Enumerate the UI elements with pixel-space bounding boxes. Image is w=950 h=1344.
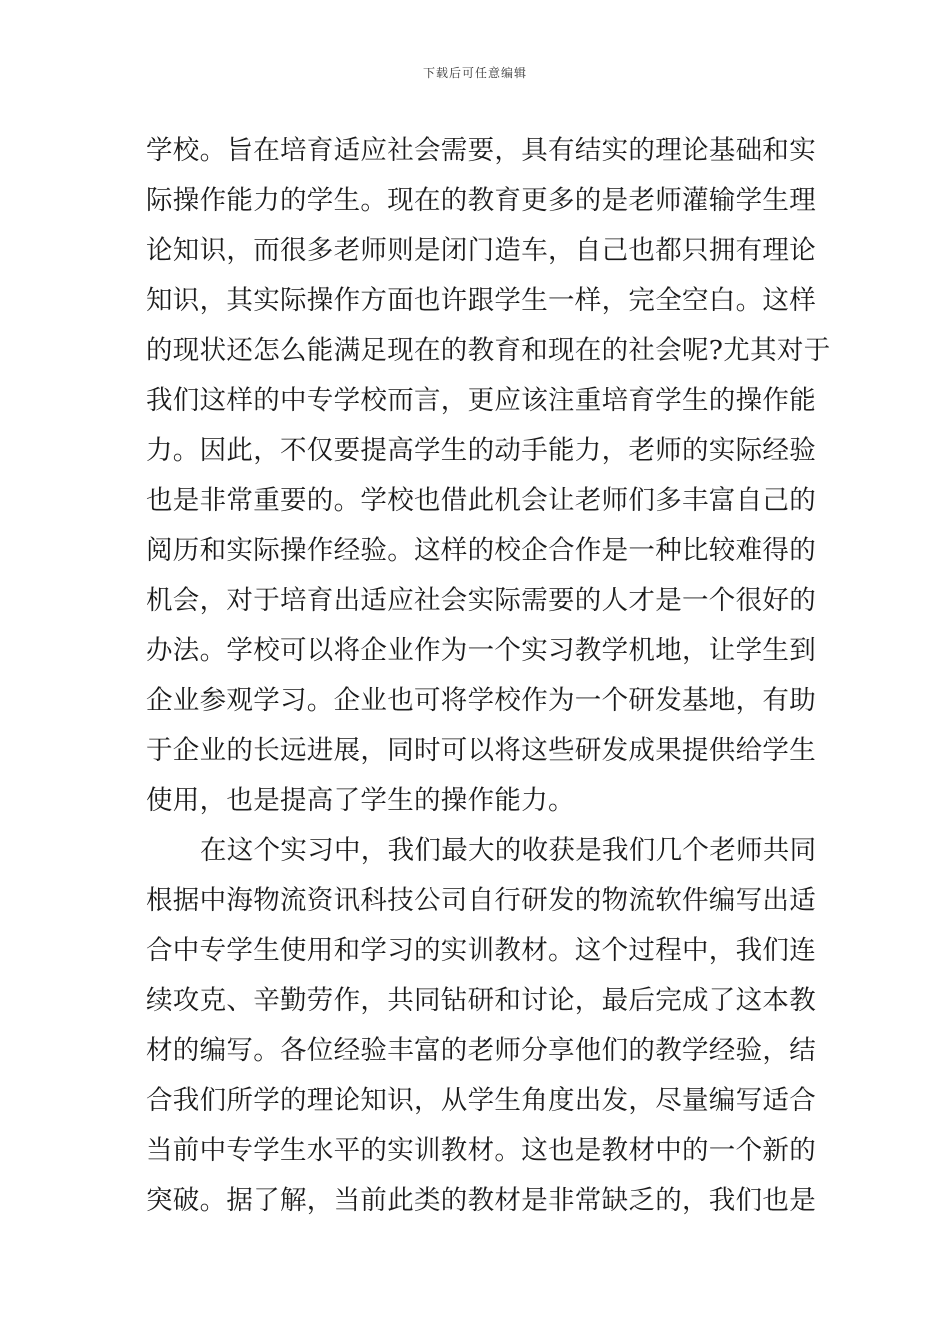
text-line: 当前中专学生水平的实训教材。这也是教材中的一个新的 (146, 1135, 816, 1166)
paragraph-1 (146, 126, 831, 826)
text-line: 际操作能力的学生。现在的教育更多的是老师灌输学生理 (146, 185, 816, 216)
text-line: 我们这样的中专学校而言，更应该注重培育学生的操作能 (146, 385, 816, 416)
text-line: 也是非常重要的。学校也借此机会让老师们多丰富自己的 (146, 485, 816, 516)
text-line: 知识，其实际操作方面也许跟学生一样，完全空白。这样 (146, 285, 816, 316)
text-line: 突破。据了解，当前此类的教材是非常缺乏的，我们也是 (146, 1185, 816, 1216)
text-line: 的现状还怎么能满足现在的教育和现在的社会呢?尤其对于 (146, 335, 831, 366)
text-line: 机会，对于培育出适应社会实际需要的人才是一个很好的 (146, 585, 816, 616)
text-line: 学校。旨在培育适应社会需要，具有结实的理论基础和实 (146, 135, 816, 166)
text-line: 企业参观学习。企业也可将学校作为一个研发基地，有助 (146, 685, 816, 716)
text-line: 根据中海物流资讯科技公司自行研发的物流软件编写出适 (146, 885, 816, 916)
text-line: 续攻克、辛勤劳作，共同钻研和讨论，最后完成了这本教 (146, 985, 816, 1016)
text-line: 力。因此，不仅要提高学生的动手能力，老师的实际经验 (146, 435, 816, 466)
page-header-note: 下载后可任意编辑 (422, 66, 527, 80)
text-line: 合中专学生使用和学习的实训教材。这个过程中，我们连 (146, 935, 816, 966)
text-line: 合我们所学的理论知识，从学生角度出发，尽量编写适合 (146, 1085, 816, 1116)
paragraph-2 (146, 826, 816, 1226)
text-line: 办法。学校可以将企业作为一个实习教学机地，让学生到 (146, 635, 816, 666)
text-line: 材的编写。各位经验丰富的老师分享他们的教学经验，结 (146, 1035, 816, 1066)
document-body (146, 126, 831, 1226)
text-line: 阅历和实际操作经验。这样的校企合作是一种比较难得的 (146, 535, 816, 566)
text-line: 在这个实习中，我们最大的收获是我们几个老师共同 (200, 835, 817, 866)
text-line: 于企业的长远进展，同时可以将这些研发成果提供给学生 (146, 735, 816, 766)
text-line: 论知识，而很多老师则是闭门造车，自己也都只拥有理论 (146, 235, 816, 266)
text-line: 使用，也是提高了学生的操作能力。 (146, 785, 575, 816)
